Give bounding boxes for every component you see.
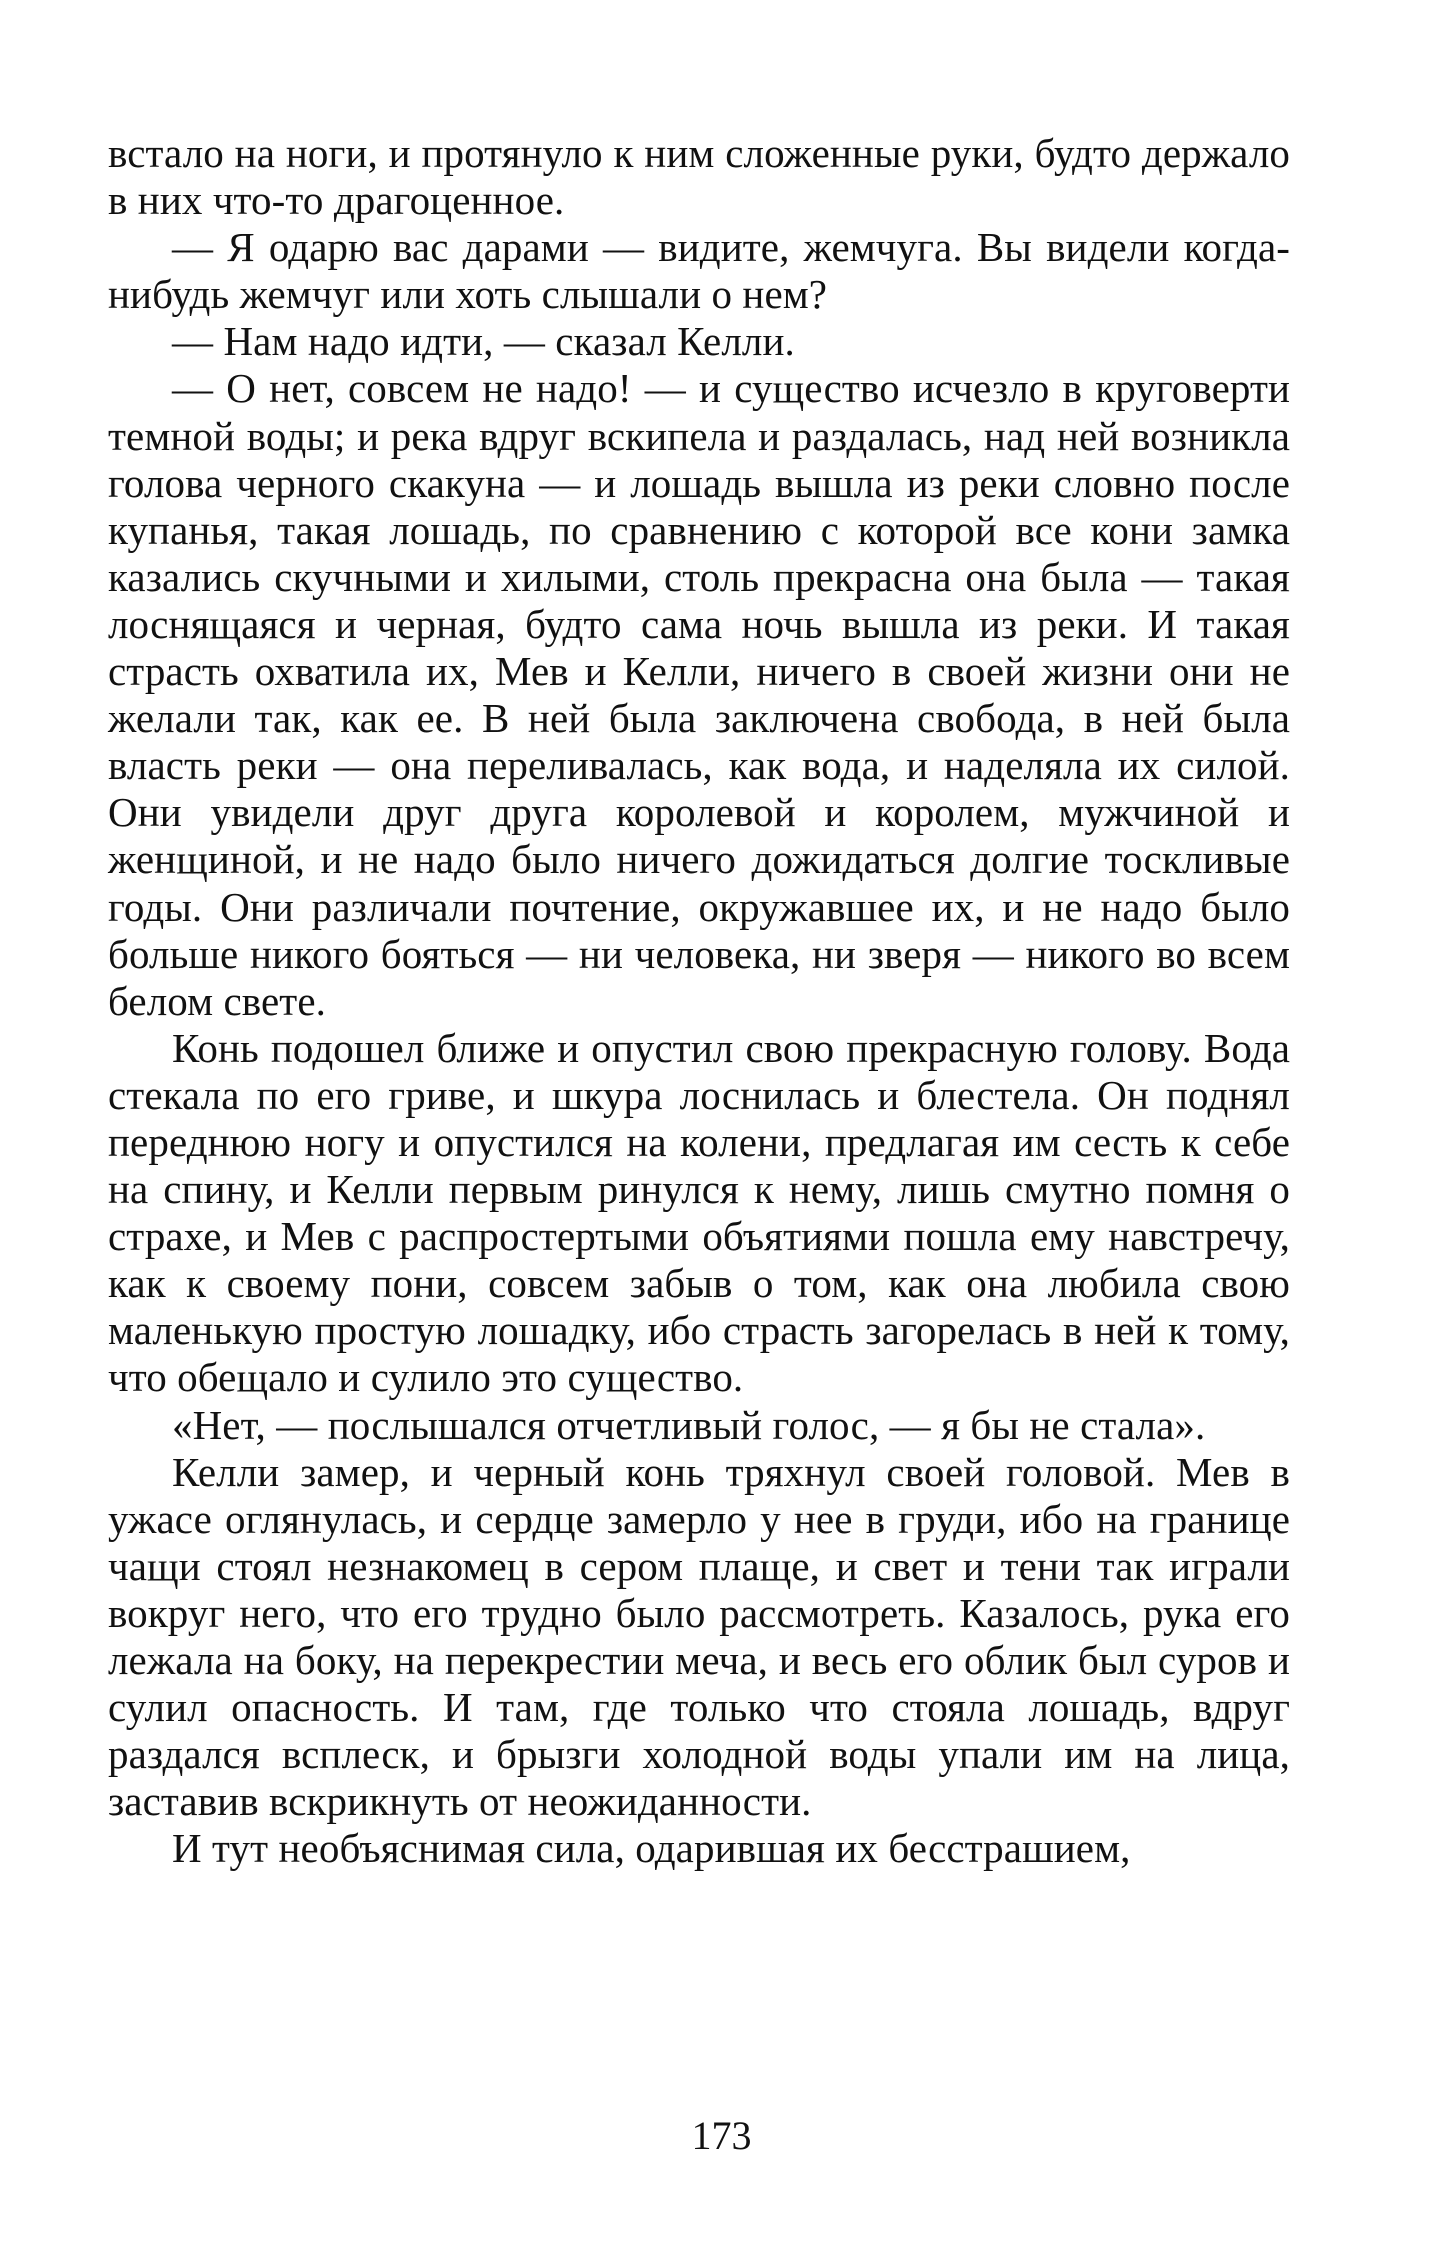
paragraph-1: встало на ноги, и протянуло к ним сложенные руки, будто держало в них что-то драгоценное.: [108, 130, 1290, 224]
paragraph-3: — Нам надо идти, — сказал Келли.: [172, 318, 795, 365]
paragraph-2: — Я одарю вас дарами — видите, жемчуга. Вы видели когда-нибудь жемчуг или хоть слышали о нем?: [108, 224, 1290, 318]
page-number: 173: [691, 2113, 752, 2158]
paragraph-6: «Нет, — послышался отчетливый голос, — я бы не стала».: [172, 1401, 1206, 1448]
paragraph-5: Конь подошел ближе и опустил свою прекрасную голову. Вода стекала по его гриве, и шкура лоснилась и блестела. Он поднял переднюю ногу и опустился на колени, предлагая им сесть к себе на спину, и Келли первым ринулся к нему, лишь смутно помня о страхе, и Мев с распростертыми объятиями пошла ему навстречу, как к своему пони, совсем забыв о том, как она любила свою маленькую простую лошадку, ибо страсть загорелась в ней к тому, что обещало и сулило это существо.: [108, 1024, 1290, 1401]
paragraph-4: — О нет, совсем не надо! — и существо исчезло в круговерти темной воды; и река вдруг вскипела и раздалась, над ней возникла голова черного скакуна — и лошадь вышла из реки словно после купанья, такая лошадь, по сравнению с которой все кони замка казались скучными и хилыми, столь прекрасна она была — такая лоснящаяся и черная, будто сама ночь вышла из реки. И такая страсть охватила их, Мев и Келли, ничего в своей жизни они не желали так, как ее. В ней была заключена свобода, в ней была власть реки — она переливалась, как вода, и наделяла их силой. Они увидели друг друга королевой и королем, мужчиной и женщиной, и не надо было ничего дожидаться долгие тоскливые годы. Они различали почтение, окружавшее их, и не надо было больше никого бояться — ни человека, ни зверя — никого во всем белом свете.: [108, 365, 1290, 1024]
page-text-block: [108, 130, 1290, 1872]
paragraph-8: И тут необъяснимая сила, одарившая их бесстрашием,: [172, 1825, 1131, 1872]
paragraph-7: Келли замер, и черный конь тряхнул своей головой. Мев в ужасе оглянулась, и сердце замерло у нее в груди, ибо на границе чащи стоял незнакомец в сером плаще, и свет и тени так играли вокруг него, что его трудно было рассмотреть. Казалось, рука его лежала на боку, на перекрестии меча, и весь его облик был суров и сулил опасность. И там, где только что стояла лошадь, вдруг раздался всплеск, и брызги холодной воды упали им на лица, заставив вскрикнуть от неожиданности.: [108, 1448, 1290, 1825]
